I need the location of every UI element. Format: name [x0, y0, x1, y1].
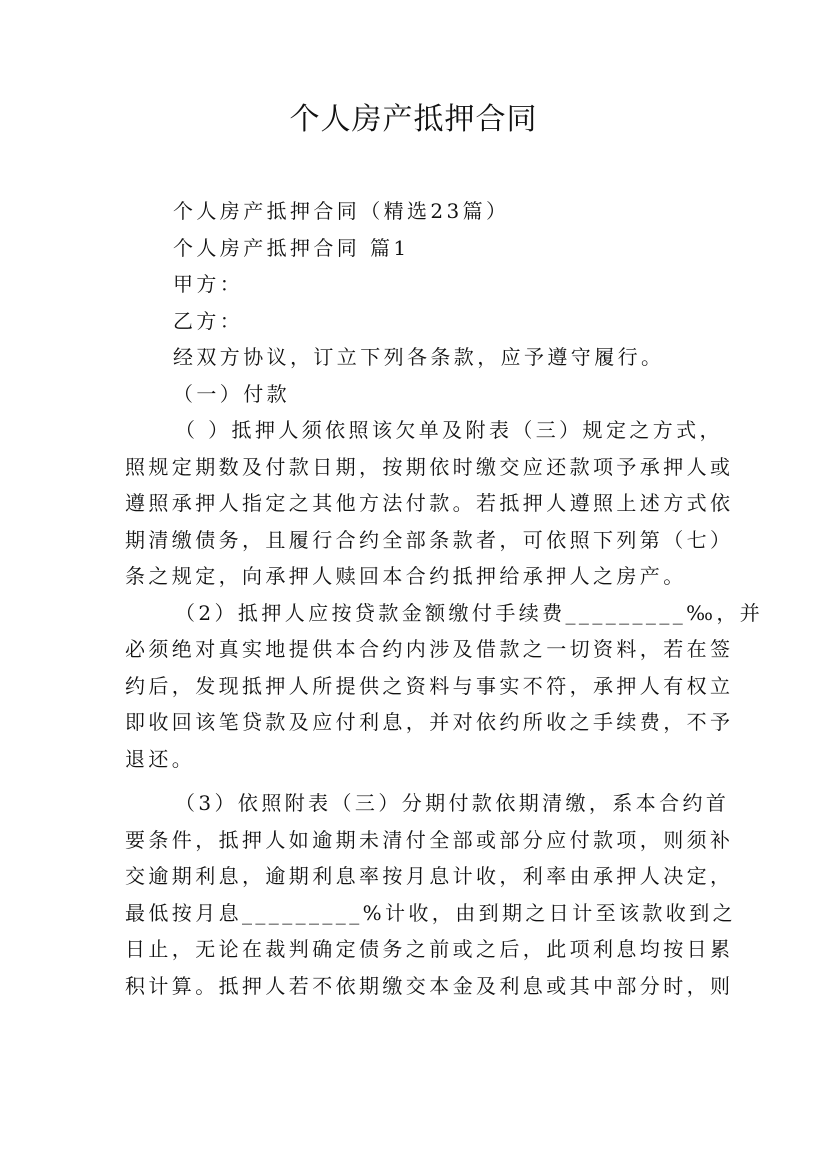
paragraph-line: 即收回该笔贷款及应付利息，并对依约所收之手续费，不予: [125, 710, 734, 734]
party-b-line: 乙方：: [173, 308, 244, 333]
clause-heading-payment: （一）付款: [173, 381, 290, 406]
paragraph-line: （2）抵押人应按贷款金额缴付手续费_________‰，并: [175, 600, 764, 625]
paragraph-line: 要条件，抵押人如逾期未清付全部或部分应付款项，则须补: [125, 827, 734, 852]
paragraph-line: 积计算。抵押人若不依期缴交本金及利息或其中部分时，则: [125, 973, 734, 998]
agreement-intro-line: 经双方协议，订立下列各条款，应予遵守履行。: [173, 345, 665, 369]
paragraph-line: 条之规定，向承押人赎回本合约抵押给承押人之房产。: [125, 564, 687, 588]
subtitle-line: 个人房产抵押合同（精选23篇）: [173, 199, 510, 223]
document-title: 个人房产抵押合同: [289, 102, 538, 137]
paragraph-line: （3）依照附表（三）分期付款依期清缴，系本合约首: [175, 791, 730, 815]
paragraph-line: 照规定期数及付款日期，按期依时缴交应还款项予承押人或: [125, 454, 734, 479]
paragraph-line: 退还。: [125, 746, 196, 771]
paragraph-line: 交逾期利息，逾期利息率按月息计收，利率由承押人决定，: [125, 864, 734, 888]
paragraph-line: 最低按月息_________%计收，由到期之日计至该款收到之: [125, 900, 737, 925]
paragraph-line: （ ）抵押人须依照该欠单及附表（三）规定之方式，: [175, 418, 723, 442]
document-body: [125, 193, 764, 1004]
section-heading: 个人房产抵押合同 篇1: [173, 235, 410, 260]
paragraph-line: 遵照承押人指定之其他方法付款。若抵押人遵照上述方式依: [125, 491, 734, 515]
paragraph-line: 期清缴债务，且履行合约全部条款者，可依照下列第（七）: [125, 527, 734, 552]
paragraph-line: 约后，发现抵押人所提供之资料与事实不符，承押人有权立: [125, 673, 734, 698]
party-a-line: 甲方：: [173, 272, 244, 296]
paragraph-line: 日止，无论在裁判确定债务之前或之后，此项利息均按日累: [125, 937, 734, 961]
paragraph-line: 必须绝对真实地提供本合约内涉及借款之一切资料，若在签: [125, 637, 734, 661]
